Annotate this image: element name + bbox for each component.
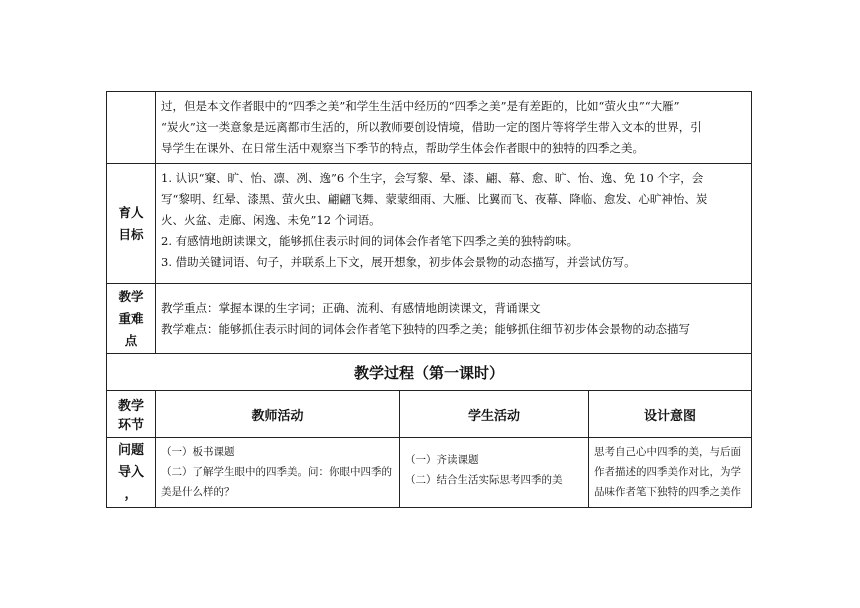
teaching-focus: 教学重点：掌握本课的生字词；正确、流利、有感情地朗读课文，背诵课文: [161, 300, 541, 315]
process-title-row: [107, 354, 752, 391]
goals-line: 3. 借助关键词语、句子，并联系上下文，展开想象，初步体会景物的动态描写，并尝试仿写。: [161, 255, 636, 269]
process-header-row: [107, 391, 752, 438]
teacher-activity-line: （二）了解学生眼中的四季美。问：你眼中四季的: [161, 466, 392, 478]
lesson-plan-table: [106, 91, 752, 508]
teaching-difficulty: 教学难点：能够抓住表示时间的词体会作者笔下独特的四季之美；能够抓住细节初步体会景物的动态描写: [161, 321, 690, 336]
goals-line: 写“黎明、红晕、漆黑、萤火虫、翩翩飞舞、蒙蒙细雨、大雁、比翼而飞、夜幕、降临、愈发、心旷神怡、炭: [161, 192, 708, 206]
key-points-text-cell: [156, 284, 752, 354]
key-points-label: [107, 284, 156, 354]
intro-row: [107, 92, 752, 164]
intro-label-cell: [107, 92, 156, 164]
goals-text-cell: [156, 164, 752, 284]
intro-line: “炭火”这一类意象是远离都市生活的，所以教师要创设情境，借助一定的图片等将学生带入文本的世界，引: [161, 120, 702, 134]
key-points-row: [107, 284, 752, 354]
intro-line: 导学生在课外、在日常生活中观察当下季节的特点，帮助学生体会作者眼中的独特的四季之美。: [161, 141, 644, 155]
teacher-activity-header: 教师活动: [156, 391, 400, 438]
intro-text-cell: [156, 92, 752, 164]
stage-header-line: 环节: [117, 418, 144, 433]
design-intent-line: 思考自己心中四季的美，与后面: [594, 446, 741, 458]
goals-line: 1. 认识“窠、旷、怡、凛、冽、逸”6 个生字，会写黎、晕、漆、翩、幕、愈、旷、怡、逸、免 10 个字，会: [161, 171, 704, 185]
teacher-activity-cell: [156, 438, 400, 508]
goals-row: [107, 164, 752, 284]
goals-label: [107, 164, 156, 284]
process-row: [107, 438, 752, 508]
student-activity-header: 学生活动: [400, 391, 589, 438]
student-activity-cell: [400, 438, 589, 508]
student-activity-line: （一）齐读课题: [405, 454, 479, 466]
student-activity-line: （二）结合生活实际思考四季的美: [405, 474, 563, 486]
design-intent-cell: [589, 438, 752, 508]
goals-line: 2. 有感情地朗读课文，能够抓住表示时间的词体会作者笔下四季之美的独特韵味。: [161, 234, 579, 248]
goals-label-line: 目标: [118, 226, 144, 242]
design-intent-header: 设计意图: [589, 391, 752, 438]
design-intent-line: 作者描述的四季美作对比，为学: [594, 466, 741, 478]
intro-line: 过，但是本文作者眼中的“四季之美”和学生生活中经历的“四季之美”是有差距的，比如“萤火虫”“大雁”: [161, 99, 680, 113]
teacher-activity-line: （一）板书课题: [161, 446, 235, 458]
process-stage-cell: [107, 438, 156, 508]
stage-line: 问题: [117, 443, 144, 458]
stage-header-line: 教学: [117, 399, 144, 414]
stage-line: ，: [124, 487, 138, 502]
key-points-label-line: 重难: [118, 310, 144, 326]
teacher-activity-line: 美是什么样的？: [161, 486, 235, 498]
key-points-label-line: 点: [124, 332, 138, 348]
design-intent-line: 品味作者笔下独特的四季之美作: [594, 486, 741, 498]
stage-line: 导入: [117, 465, 144, 480]
process-title: 教学过程（第一课时）: [107, 354, 752, 391]
stage-header: [107, 391, 156, 438]
goals-label-line: 育人: [118, 204, 144, 220]
key-points-label-line: 教学: [118, 288, 144, 304]
goals-line: 火、火盆、走廊、闲逸、未免”12 个词语。: [161, 213, 381, 227]
